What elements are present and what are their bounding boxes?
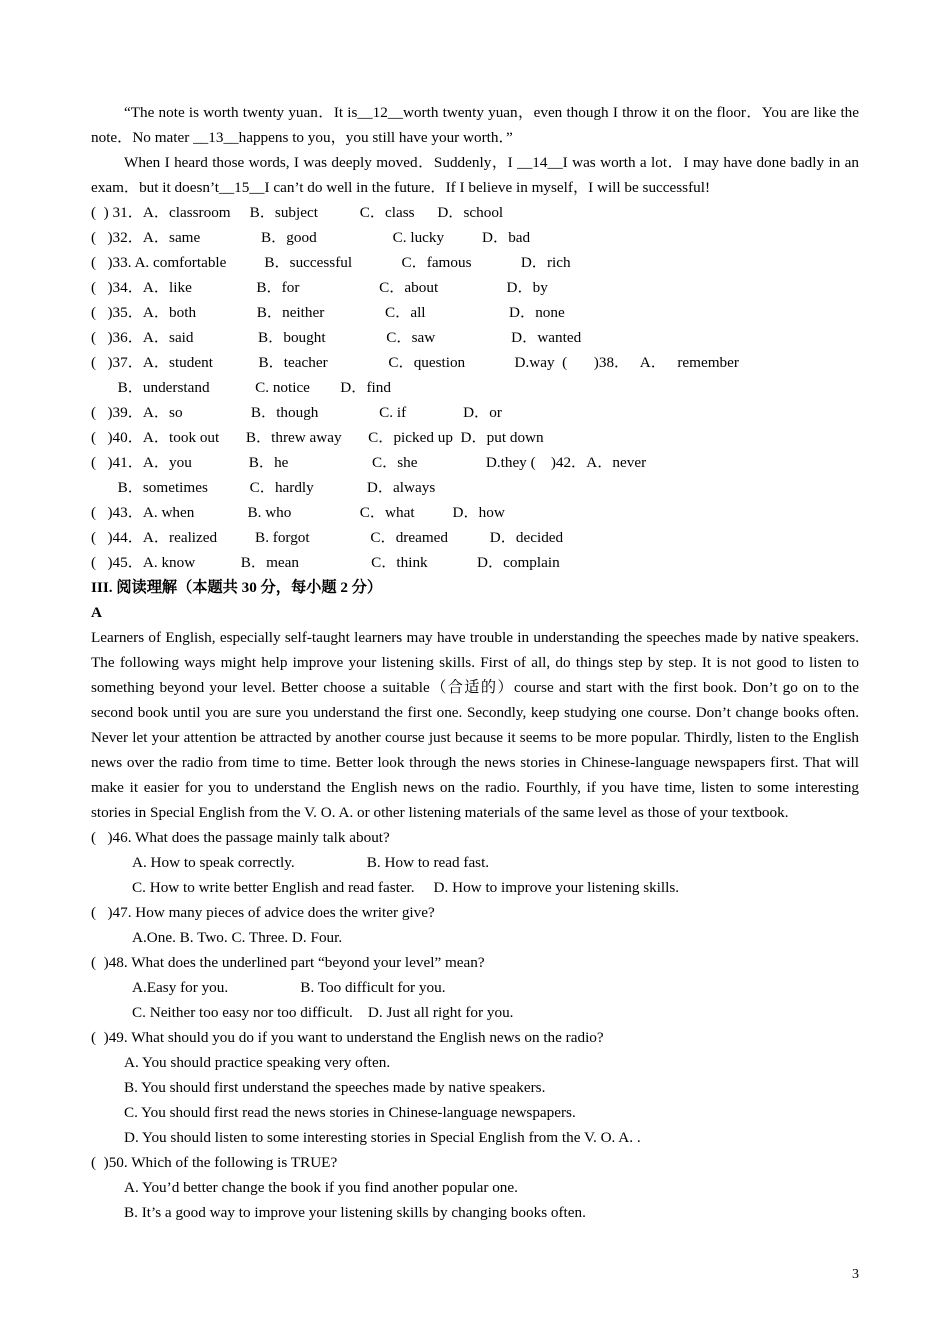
question-text: ( )49. What should you do if you want to understand the English news on the radio?: [91, 1029, 604, 1046]
cloze-row: ( )40．A．took out B．threw away C．picked up D．put down: [91, 429, 544, 446]
cloze-row: ( )34．A．like B．for C．about D．by: [91, 279, 548, 296]
question-option: D. You should listen to some interesting stories in Special English from the V. O. A. .: [124, 1129, 641, 1146]
cloze-row: ( )39．A．so B．though C. if D．or: [91, 404, 502, 421]
cloze-row: ( )45．A. know B．mean C．think D．complain: [91, 554, 560, 571]
cloze-row: ( ) 31．A．classroom B．subject C．class D．school: [91, 204, 504, 221]
question-options: A. How to speak correctly. B. How to read fast.: [132, 854, 490, 871]
section-heading: III. 阅读理解（本题共 30 分，每小题 2 分）: [91, 579, 383, 596]
cloze-row: ( )33. A. comfortable B．successful C．famous D．rich: [91, 254, 571, 271]
page-number: 3: [852, 1267, 859, 1282]
question-text: ( )47. How many pieces of advice does the writer give?: [91, 904, 435, 921]
question-text: ( )50. Which of the following is TRUE?: [91, 1154, 338, 1171]
part-label: A: [91, 604, 102, 621]
reading-passage: Learners of English, especially self-taught learners may have trouble in understanding the speeches made by native speakers. The following ways might help improve your listening skills. First of all, do things step by step. It is not good to listen to something beyond your level. Better choose a suitable（合适的）course and start with the first book. Don’t go on to the second book until you are sure you understand the first one. Secondly, keep studying one course. Don’t change books often. Never let your attention be attracted by another course just because it seems to be more popular. Thirdly, listen to the English news over the radio from time to time. Better look through the news stories in Chinese-language newspapers first. That will make it easier for you to understand the English news on the radio. Fourthly, if you have time, listen to some interesting stories in Special English from the V. O. A. or other listening materials of the same level as those of your textbook.: [91, 629, 859, 821]
cloze-row: B．sometimes C．hardly D．always: [91, 479, 436, 496]
question-option: C. You should first read the news stories in Chinese-language newspapers.: [124, 1104, 576, 1121]
question-options: C. How to write better English and read faster. D. How to improve your listening skills.: [132, 879, 680, 896]
question-options: C. Neither too easy nor too difficult. D. Just all right for you.: [132, 1004, 514, 1021]
question-46: [91, 825, 859, 900]
cloze-row: ( )41．A．you B．he C．she D.they ( )42．A．never: [91, 454, 647, 471]
question-50: [91, 1150, 859, 1225]
question-47: [91, 900, 859, 950]
cloze-row: ( )37．A．student B．teacher C．question D.way ( )38． A． remember: [91, 354, 739, 371]
question-options: A.One. B. Two. C. Three. D. Four.: [132, 929, 343, 946]
cloze-row: ( )35．A．both B．neither C．all D．none: [91, 304, 565, 321]
cloze-row: B．understand C. notice D．find: [91, 379, 391, 396]
question-options: A.Easy for you. B. Too difficult for you.: [132, 979, 446, 996]
cloze-row: ( )44．A．realized B. forgot C．dreamed D．decided: [91, 529, 564, 546]
cloze-row: ( )43．A. when B. who C．what D．how: [91, 504, 505, 521]
cloze-row: ( )32．A．same B．good C. lucky D．bad: [91, 229, 531, 246]
document-page: [91, 100, 859, 1225]
question-option: A. You should practice speaking very often.: [124, 1054, 391, 1071]
question-option: B. You should first understand the speeches made by native speakers.: [124, 1079, 546, 1096]
question-49: [91, 1025, 859, 1150]
question-option: A. You’d better change the book if you find another popular one.: [124, 1179, 518, 1196]
question-option: B. It’s a good way to improve your listening skills by changing books often.: [124, 1204, 586, 1221]
question-text: ( )48. What does the underlined part “beyond your level” mean?: [91, 954, 485, 971]
cloze-paragraph-2: When I heard those words, I was deeply moved．Suddenly，I __14__I was worth a lot．I may have done badly in an exam．but it doesn’t__15__I can’t do well in the future．If I believe in myself，I will be successful!: [91, 154, 859, 196]
cloze-row: ( )36．A．said B．bought C．saw D．wanted: [91, 329, 582, 346]
question-text: ( )46. What does the passage mainly talk about?: [91, 829, 390, 846]
cloze-paragraph-1: “The note is worth twenty yuan．It is__12__worth twenty yuan，even though I throw it on the floor．You are like the note．No mater __13__happens to you，you still have your worth．”: [91, 104, 859, 146]
question-48: [91, 950, 859, 1025]
cloze-options: [91, 200, 859, 575]
